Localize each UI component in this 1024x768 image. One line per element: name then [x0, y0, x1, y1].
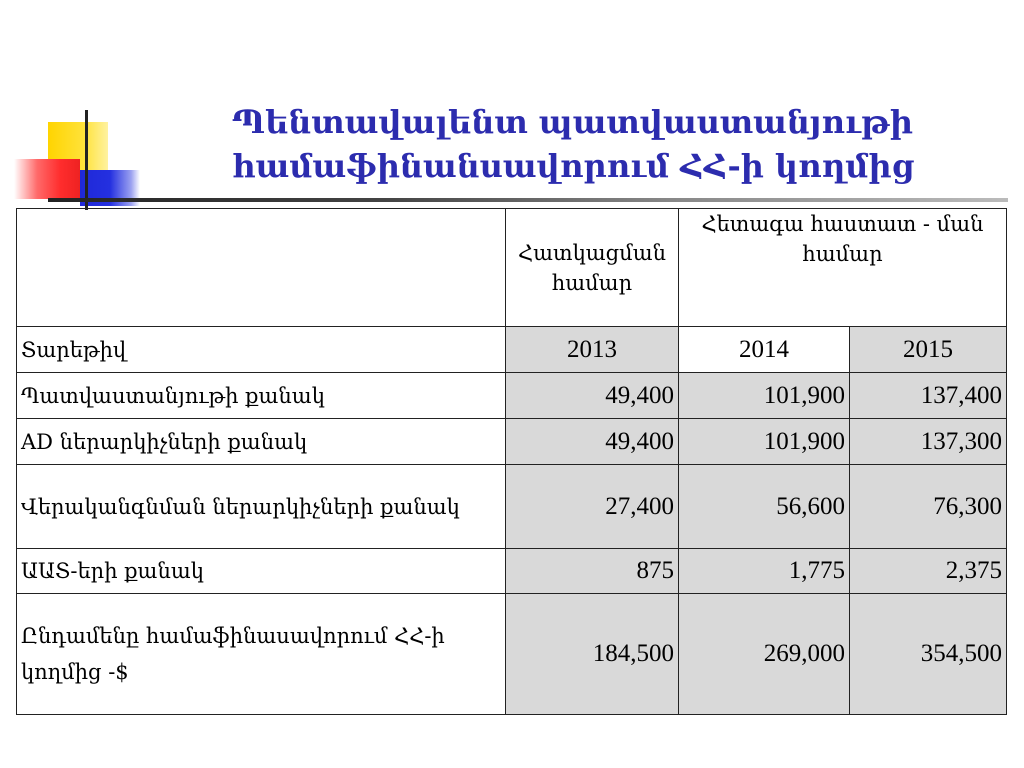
- value-cell: 184,500: [506, 594, 679, 715]
- value-cell: 137,300: [850, 419, 1007, 465]
- value-cell: 875: [506, 549, 679, 594]
- vertical-rule-decor: [85, 110, 88, 210]
- value-cell: 49,400: [506, 373, 679, 419]
- red-square-decor: [14, 159, 80, 199]
- table-row: [17, 465, 1007, 549]
- row-label: Ընդամենը համաֆինասավորում ՀՀ-ի կողմից -$: [17, 594, 506, 715]
- year-cell: 2014: [679, 327, 850, 373]
- cofinancing-table: [16, 208, 1007, 715]
- year-cell: 2013: [506, 327, 679, 373]
- value-cell: 137,400: [850, 373, 1007, 419]
- row-label: Վերականգնման ներարկիչների քանակ: [17, 465, 506, 549]
- title-underline: [48, 198, 1008, 202]
- value-cell: 101,900: [679, 419, 850, 465]
- year-cell: 2015: [850, 327, 1007, 373]
- value-cell: 269,000: [679, 594, 850, 715]
- table-row: [17, 327, 1007, 373]
- table-header-row: [17, 209, 1007, 327]
- header-allocation: Հատկացման համար: [506, 209, 679, 327]
- value-cell: 76,300: [850, 465, 1007, 549]
- table-row: [17, 373, 1007, 419]
- row-label: AD ներարկիչների քանակ: [17, 419, 506, 465]
- slide-title: Պենտավալենտ պատվաստանյութի համաֆինանսավորում ՀՀ-ի կողմից: [232, 103, 915, 185]
- table-row-total: [17, 594, 1007, 715]
- decorative-logo: [0, 0, 240, 215]
- row-label: Տարեթիվ: [17, 327, 506, 373]
- value-cell: 49,400: [506, 419, 679, 465]
- value-cell: 354,500: [850, 594, 1007, 715]
- value-cell: 2,375: [850, 549, 1007, 594]
- value-cell: 1,775: [679, 549, 850, 594]
- row-label: Պատվաստանյութի քանակ: [17, 373, 506, 419]
- value-cell: 101,900: [679, 373, 850, 419]
- value-cell: 56,600: [679, 465, 850, 549]
- row-label: ԱԱՏ-երի քանակ: [17, 549, 506, 594]
- header-empty-cell: [17, 209, 506, 327]
- table-row: [17, 419, 1007, 465]
- value-cell: 27,400: [506, 465, 679, 549]
- header-further-confirmation: Հետագա հաստատ - ման համար: [679, 209, 1007, 327]
- table-row: [17, 549, 1007, 594]
